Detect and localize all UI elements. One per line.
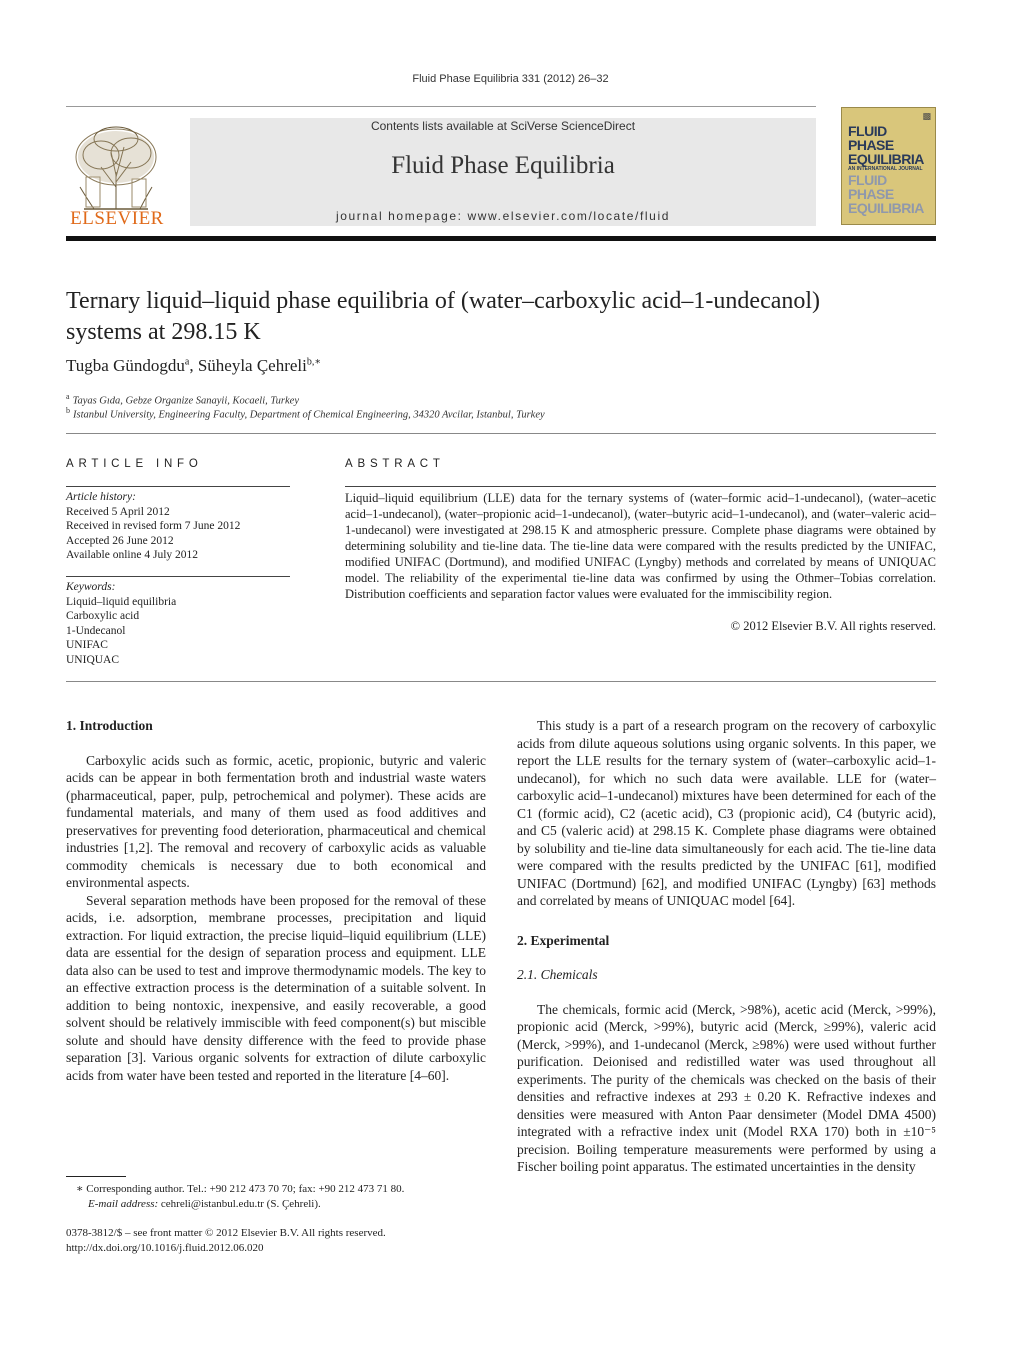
section-heading-introduction: 1. Introduction (66, 718, 153, 733)
affiliation-mark: a (66, 392, 70, 401)
cover-line-1: FLUID PHASE (848, 123, 894, 153)
journal-masthead (190, 118, 816, 226)
elsevier-wordmark: ELSEVIER (70, 208, 164, 229)
author-name[interactable]: Süheyla Çehreli (197, 356, 307, 375)
elsevier-small-icon: ▩ (922, 111, 931, 121)
email-label: E-mail address: (88, 1198, 159, 1210)
body-column-right (517, 717, 936, 1176)
keyword-item: Carboxylic acid (66, 610, 140, 622)
intro-paragraph-1: Carboxylic acids such as formic, acetic, propionic, butyric and valeric acids can be appear in both fermentation broth and industrial waste waters (pharmaceutical, paper, pulp, petrochemical and polymer). These acids are fundamental materials, and many of them used as food additives and preservatives for preventing food deterioration, pharmaceutical and chemical industries [1,2]. The removal and recovery of carboxylic acids as valuable commodity chemicals is necessary due to both economical and environmental aspects. (66, 752, 486, 890)
article-title (66, 286, 946, 348)
keyword-item: 1-Undecanol (66, 624, 126, 637)
corresponding-author-footnote (76, 1182, 496, 1212)
chemicals-paragraph-1: The chemicals, formic acid (Merck, >98%), acetic acid (Merck, >99%), propionic acid (Merck, >99%), butyric acid (Merck, ≥99%), valeric acid (Merck, >99%), and 1-undecanol (Merck, ≥98%) were used without further purification. Deionised and redistilled water was used throughout all experiments. The purity of the chemicals was checked on the basis of their densities and refractive indexes at 293 ± 0.20 K. Refractive indexes and densities were measured with Anton Paar densimeter (Model DMA 4500) integrated with a refractive index unit (Model RXA 170) both in ±10⁻⁵ precision. Boiling temperature measurements were performed by using a Fischer boiling point apparatus. The estimated uncertainties in the density (517, 1001, 936, 1174)
article-info-rule (66, 486, 290, 487)
cover-subline: AN INTERNATIONAL JOURNAL (848, 166, 923, 172)
masthead-thick-rule (66, 236, 936, 241)
email-address-link[interactable]: cehreli@istanbul.edu.tr (S. Çehreli). (158, 1198, 321, 1210)
article-history (66, 490, 290, 563)
abstract-copyright: © 2012 Elsevier B.V. All rights reserved. (730, 619, 936, 633)
doi-link[interactable]: http://dx.doi.org/10.1016/j.fluid.2012.06.020 (66, 1242, 264, 1254)
footnote-separator (66, 1176, 126, 1177)
keywords (66, 580, 290, 667)
cover-line-4: EQUILIBRIA (848, 200, 924, 216)
history-item: Available online 4 July 2012 (66, 549, 199, 561)
affiliation-rule (66, 433, 936, 434)
article-history-label: Article history: (66, 491, 136, 503)
issn-line: 0378-3812/$ – see front matter © 2012 Elsevier B.V. All rights reserved. (66, 1227, 386, 1239)
keywords-label: Keywords: (66, 581, 116, 593)
affiliation-text: Tayas Gıda, Gebze Organize Sanayii, Kocaeli, Turkey (72, 395, 299, 407)
running-citation: Fluid Phase Equilibria 331 (2012) 26–32 (412, 73, 609, 85)
intro-paragraph-3: This study is a part of a research program on the recovery of carboxylic acids from dilute aqueous solutions using organic solvents. In this paper, we report the LLE results for the ternary system of (water–carboxylic acid–1-undecanol), for which no such data were available. LLE for (water–carboxylic acid–1-undecanol) mixtures have been determined for each of the C1 (formic acid), C2 (acetic acid), C3 (propionic acid), C4 (butyric acid), and C5 (valeric acid) at 298.15 K. Complete phase diagrams were obtained by solubility and tie-line data simultaneously for each acid. The tie-line data were compared with the results predicted by the UNIFAC [61], modified UNIFAC (Dortmund) [62], and modified UNIFAC (Lyngby) [63] methods and correlated by means of UNIQUAC model [64]. (517, 718, 936, 908)
affiliation-text: Istanbul University, Engineering Faculty, Department of Chemical Engineering, 34320 Avcilar, Istanbul, Turkey (73, 409, 545, 421)
abstract-text: Liquid–liquid equilibrium (LLE) data for the ternary systems of (water–formic acid–1-undecanol), (water–acetic acid–1-undecanol), (water–propionic acid–1-undecanol), (water–butyric acid–1-undecanol), and (water–valeric acid–1-undecanol) were investigated at 298.15 K and atmospheric pressure. Complete phase diagrams were obtained by determining solubility and tie-line data. The tie-line data were compared with the results predicted by the UNIFAC, modified UNIFAC (Dortmund), and modified UNIFAC (Lyngby) methods and correlated by means of UNIQUAC model. The reliability of the experimental tie-line data was confirmed by using the Othmer–Tobias correlation. Distribution coefficients and separation factor values were evaluated for the immiscibility region. (345, 491, 936, 601)
affiliation-b (66, 404, 946, 423)
author-affil-mark[interactable]: a (184, 356, 190, 368)
keywords-rule (66, 576, 290, 577)
keyword-item: UNIQUAC (66, 653, 120, 666)
frontmatter-rule (66, 681, 936, 682)
cover-line-3: FLUID PHASE (848, 172, 894, 202)
elsevier-logo (66, 117, 168, 229)
journal-cover-thumbnail (841, 107, 936, 225)
history-item: Received in revised form 7 June 2012 (66, 520, 241, 532)
keyword-item: UNIFAC (66, 639, 108, 651)
body-column-left (66, 717, 486, 1084)
intro-paragraph-2: Several separation methods have been proposed for the removal of these acids, i.e. adsorption, membrane processes, precipitation and liquid extraction. For liquid extraction, the precise liquid–liquid equilibrium (LLE) data are essential for the design of separation process and equipment. LLE data also can be used to test and improve thermodynamic models. The key to an effective extraction process is the determination of a suitable solvent. In addition to being nontoxic, inexpensive, and easily recoverable, a good solvent should be relatively immiscible with feed component(s) but miscible solute and should have density difference with the feed to provide phase separation [3]. Various organic solvents for extraction of dilute carboxylic acids from water have been tested and reported in the literature [4–60]. (66, 892, 486, 1083)
subsection-heading-chemicals: 2.1. Chemicals (517, 967, 598, 982)
contents-line: Contents lists available at SciVerse ScienceDirect (370, 119, 636, 133)
keyword-item: Liquid–liquid equilibria (66, 595, 177, 608)
section-heading-experimental: 2. Experimental (517, 932, 610, 948)
affiliation-mark: b (66, 406, 70, 415)
journal-homepage-link[interactable]: journal homepage: www.elsevier.com/locate/fluid (335, 209, 670, 223)
article-info-heading: ARTICLE INFO (66, 458, 203, 470)
journal-name: Fluid Phase Equilibria (391, 152, 615, 179)
author-list (66, 356, 321, 376)
history-item: Accepted 26 June 2012 (66, 534, 174, 547)
article-title-line-2: systems at 298.15 K (66, 319, 261, 345)
abstract-heading: ABSTRACT (345, 458, 445, 470)
author-name[interactable]: Tugba Gündogdu (66, 356, 185, 375)
cover-line-2: EQUILIBRIA (848, 151, 924, 167)
history-item: Received 5 April 2012 (66, 505, 170, 518)
abstract-rule (345, 486, 936, 487)
author-affil-mark[interactable]: b,∗ (306, 356, 322, 368)
author-separator: , (189, 356, 198, 375)
corresponding-author-text: ∗ Corresponding author. Tel.: +90 212 473 70 70; fax: +90 212 473 71 80. (76, 1183, 405, 1195)
header-rule (66, 106, 816, 107)
issn-doi-block (66, 1226, 486, 1256)
article-title-line-1: Ternary liquid–liquid phase equilibria of (water–carboxylic acid–1-undecanol) (66, 288, 821, 314)
